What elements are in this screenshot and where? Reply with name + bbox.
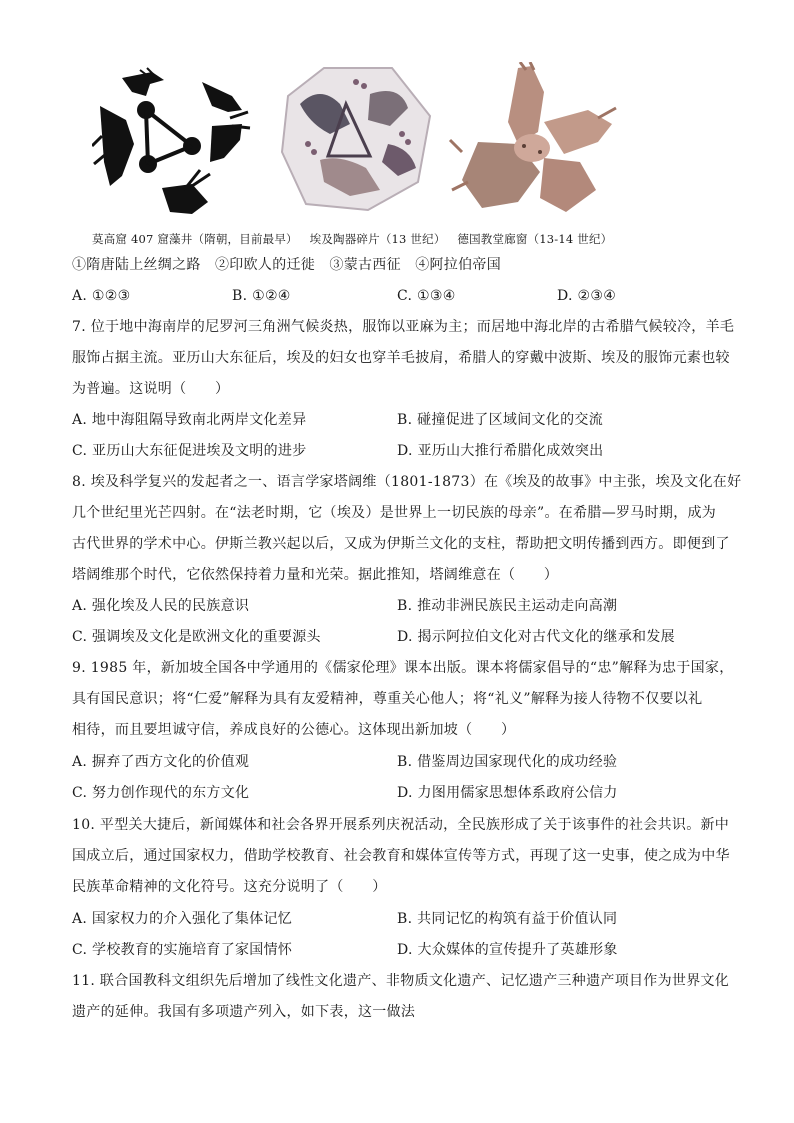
q8-stem-line-4: 塔阔维那个时代，它依然保持着力量和光荣。据此推知，塔阔维意在（ ） xyxy=(72,567,559,583)
q10-option-c[interactable]: C. 学校教育的实施培育了家国情怀 xyxy=(72,942,293,958)
q9-stem-line-3: 相待，而且要坦诚守信，养成良好的公德心。这体现出新加坡（ ） xyxy=(72,722,516,738)
q7-stem-line-2: 服饰占据主流。亚历山大东征后，埃及的妇女也穿羊毛披肩，希腊人的穿戴中波斯、埃及的服饰元素也较 xyxy=(72,350,730,366)
q10-option-d[interactable]: D. 大众媒体的宣传提升了英雄形象 xyxy=(397,942,618,958)
q10-stem-line-3: 民族革命精神的文化符号。这充分说明了（ ） xyxy=(72,879,387,895)
egyptian-pottery-shard-image xyxy=(280,64,432,212)
german-church-window-rabbits-image xyxy=(448,62,618,214)
q6-items: ①隋唐陆上丝绸之路 ②印欧人的迁徙 ③蒙古西征 ④阿拉伯帝国 xyxy=(72,257,501,273)
caption-mogao: 莫高窟 407 窟藻井（隋朝，目前最早） xyxy=(92,232,298,246)
figure-row xyxy=(88,62,628,222)
mogao-caisson-rabbits-image xyxy=(92,66,252,216)
q10-option-a[interactable]: A. 国家权力的介入强化了集体记忆 xyxy=(72,911,293,927)
q6-option-d[interactable]: D. ②③④ xyxy=(557,288,617,304)
q8-option-d[interactable]: D. 揭示阿拉伯文化对古代文化的继承和发展 xyxy=(397,629,675,645)
q8-stem-line-2: 几个世纪里光芒四射。在“法老时期，它（埃及）是世界上一切民族的母亲”。在希腊—罗马时期，成为 xyxy=(72,505,717,521)
q8-option-c[interactable]: C. 强调埃及文化是欧洲文化的重要源头 xyxy=(72,629,321,645)
q10-stem-line-1: 10. 平型关大捷后，新闻媒体和社会各界开展系列庆祝活动，全民族形成了关于该事件的社会共识。新中 xyxy=(72,817,730,833)
q9-option-b[interactable]: B. 借鉴周边国家现代化的成功经验 xyxy=(397,754,618,770)
caption-germany: 德国教堂廊窗（13-14 世纪） xyxy=(457,232,613,246)
q10-stem-line-2: 国成立后，通过国家权力，借助学校教育、社会教育和媒体宣传等方式，再现了这一史事，使之成为中华 xyxy=(72,848,730,864)
q8-option-a[interactable]: A. 强化埃及人民的民族意识 xyxy=(72,598,250,614)
q6-option-c[interactable]: C. ①③④ xyxy=(397,288,456,304)
q11-stem-line-2: 遗产的延伸。我国有多项遗产列入，如下表，这一做法 xyxy=(72,1004,416,1020)
q10-option-b[interactable]: B. 共同记忆的构筑有益于价值认同 xyxy=(397,911,618,927)
q7-option-d[interactable]: D. 亚历山大推行希腊化成效突出 xyxy=(397,443,604,459)
q6-option-b[interactable]: B. ①②④ xyxy=(232,288,291,304)
q7-option-a[interactable]: A. 地中海阻隔导致南北两岸文化差异 xyxy=(72,412,307,428)
q9-option-c[interactable]: C. 努力创作现代的东方文化 xyxy=(72,785,250,801)
q9-option-a[interactable]: A. 摒弃了西方文化的价值观 xyxy=(72,754,250,770)
q9-option-d[interactable]: D. 力图用儒家思想体系政府公信力 xyxy=(397,785,618,801)
q7-option-c[interactable]: C. 亚历山大东征促进埃及文明的进步 xyxy=(72,443,307,459)
q7-option-b[interactable]: B. 碰撞促进了区域间文化的交流 xyxy=(397,412,603,428)
q9-stem-line-2: 具有国民意识；将“仁爱”解释为具有友爱精神，尊重关心他人；将“礼义”解释为接人待物不仅要以礼 xyxy=(72,691,703,707)
figure-caption xyxy=(92,231,620,247)
q7-stem-line-3: 为普遍。这说明（ ） xyxy=(72,381,230,397)
q8-stem-line-3: 古代世界的学术中心。伊斯兰教兴起以后，又成为伊斯兰文化的支柱，帮助把文明传播到西方。即便到了 xyxy=(72,536,730,552)
caption-egypt: 埃及陶器碎片（13 世纪） xyxy=(309,232,446,246)
q9-stem-line-1: 9. 1985 年，新加坡全国各中学通用的《儒家伦理》课本出版。课本将儒家倡导的“忠”解释为忠于国家， xyxy=(72,660,734,676)
q8-stem-line-1: 8. 埃及科学复兴的发起者之一、语言学家塔阔维（1801-1873）在《埃及的故事》中主张，埃及文化在好 xyxy=(72,474,742,490)
q7-stem-line-1: 7. 位于地中海南岸的尼罗河三角洲气候炎热，服饰以亚麻为主；而居地中海北岸的古希腊气候较冷，羊毛 xyxy=(72,319,735,335)
q8-option-b[interactable]: B. 推动非洲民族民主运动走向高潮 xyxy=(397,598,618,614)
q11-stem-line-1: 11. 联合国教科文组织先后增加了线性文化遗产、非物质文化遗产、记忆遗产三种遗产项目作为世界文化 xyxy=(72,973,730,989)
q6-option-a[interactable]: A. ①②③ xyxy=(72,288,131,304)
